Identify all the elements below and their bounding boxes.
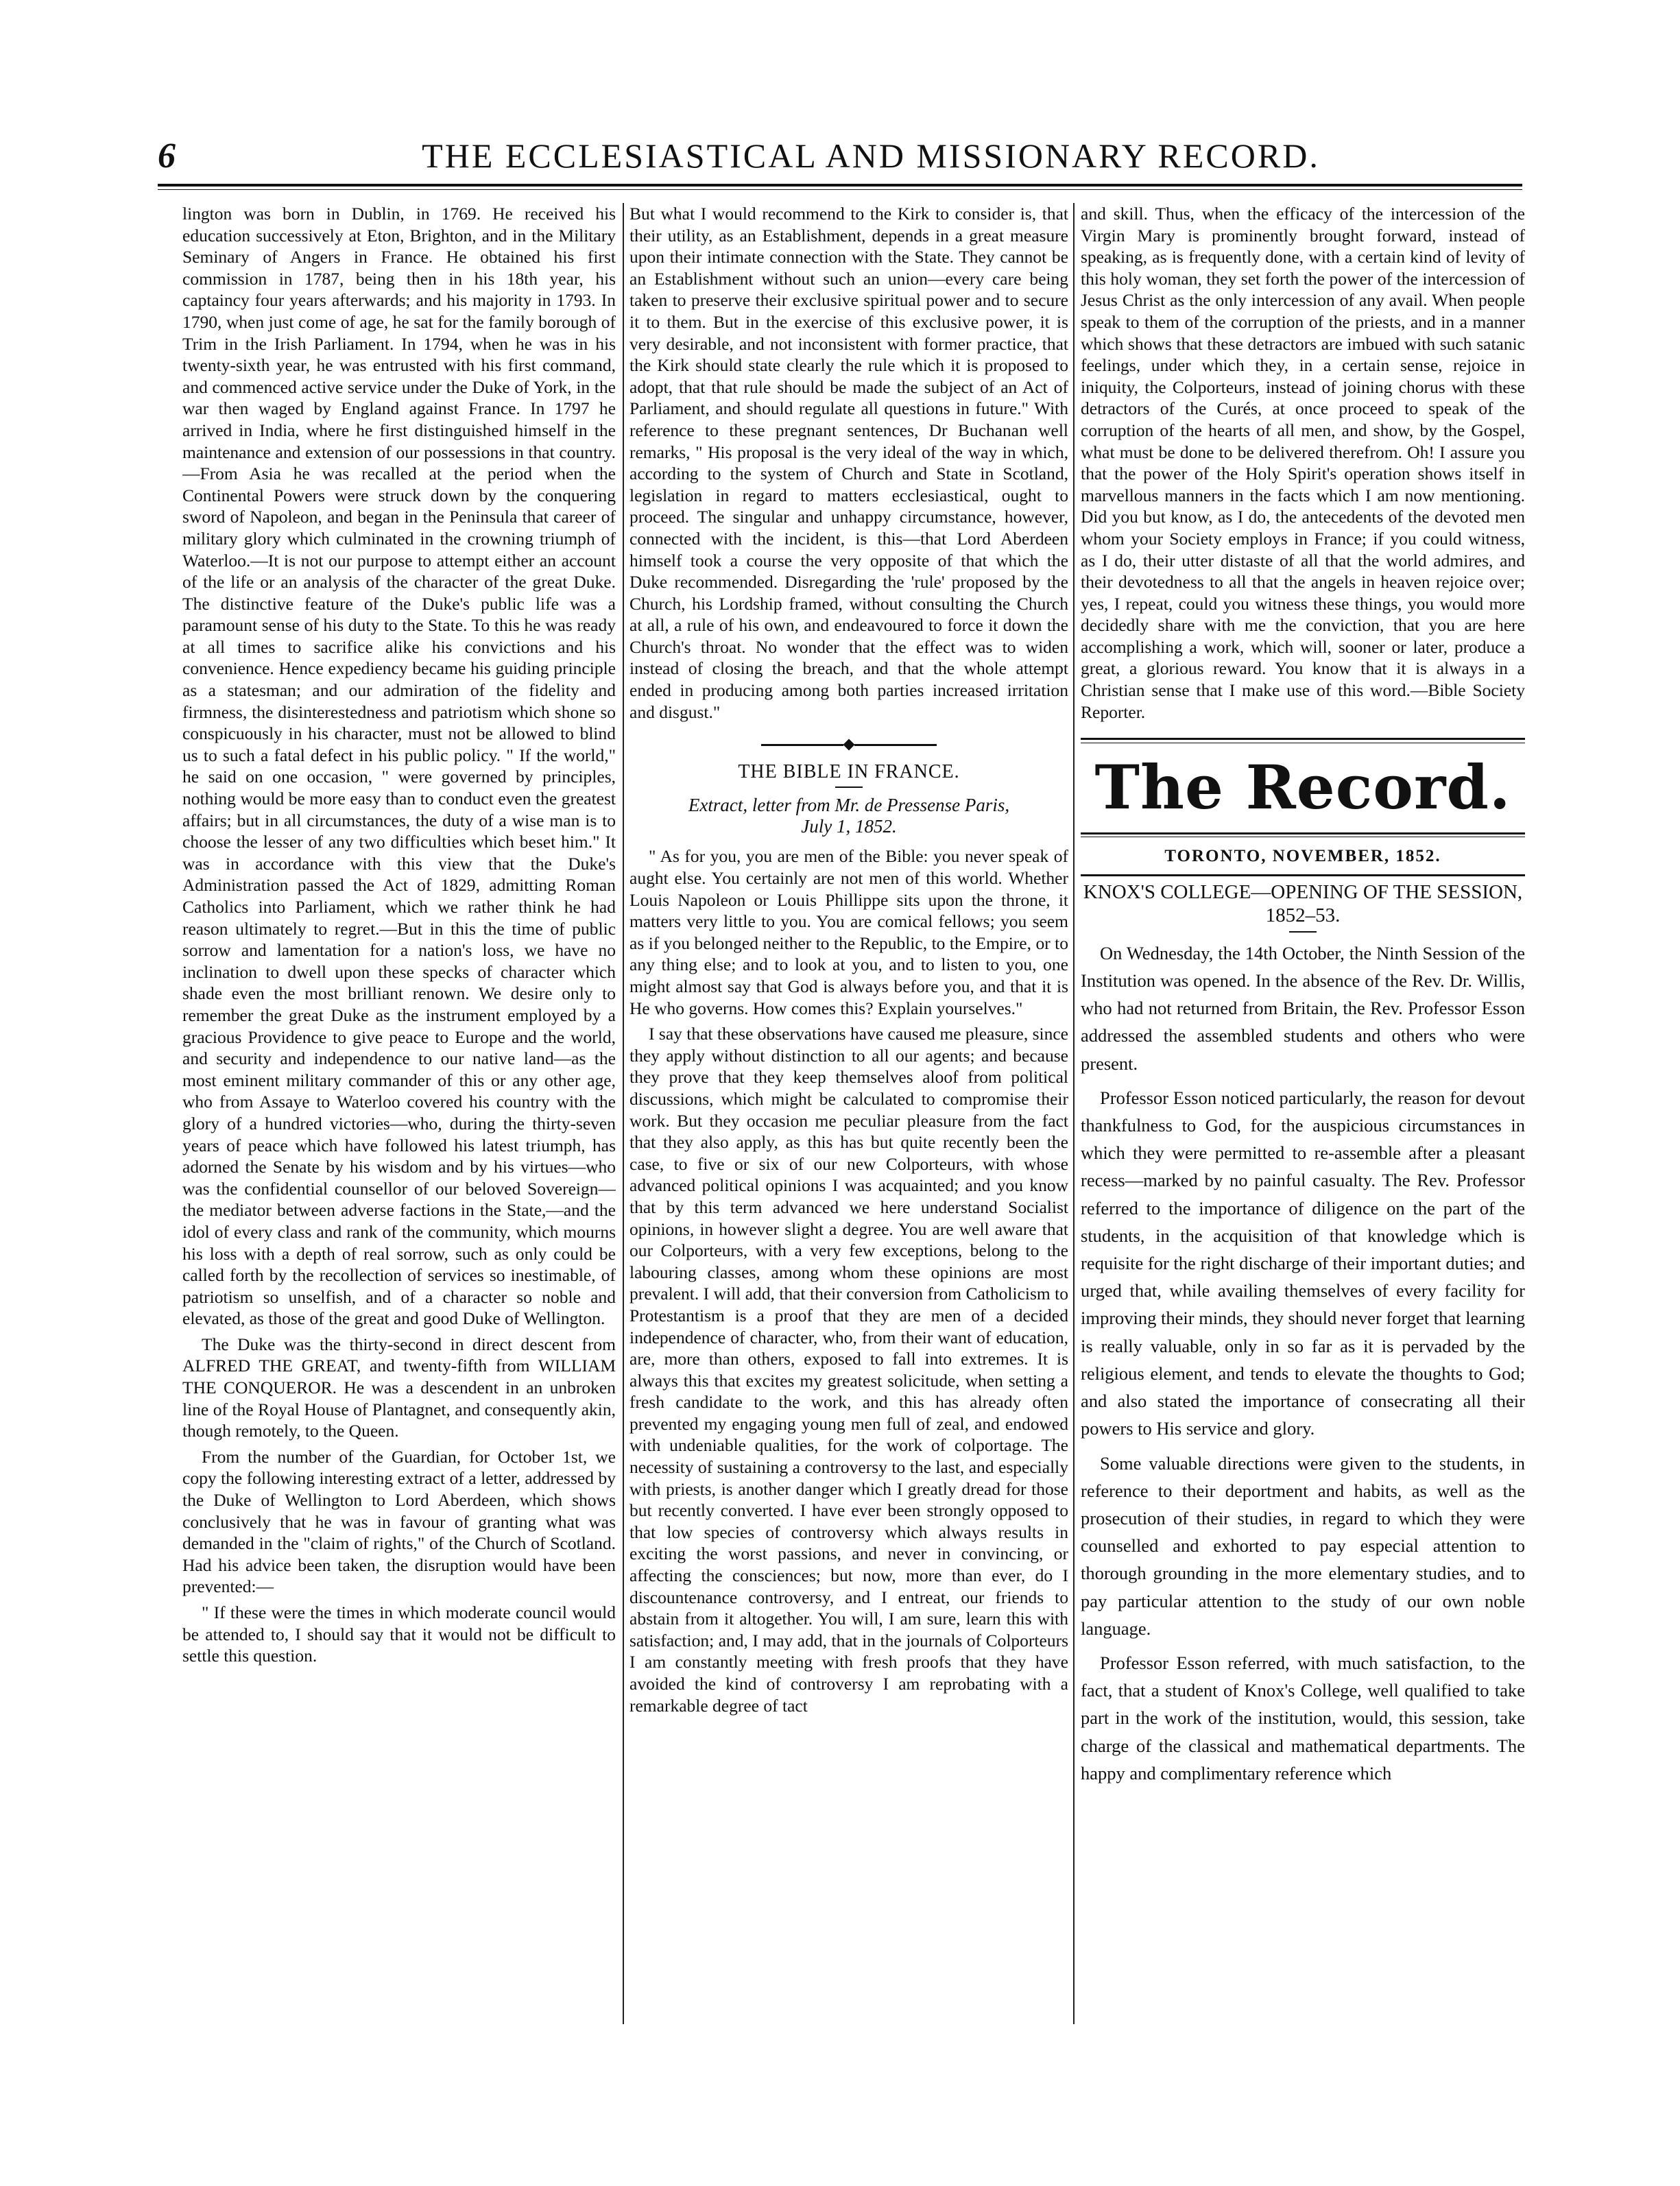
subtitle-date: July 1, 1852. — [801, 816, 897, 837]
column-1 — [182, 203, 616, 2027]
section-subtitle — [629, 795, 1068, 837]
short-rule — [1289, 931, 1317, 933]
record-section — [1081, 738, 1525, 1787]
letter-paragraph: I say that these observations have caused me pleasure, since they apply without distinction to all our agents; and because they prove that they keep themselves aloof from political discussions, which might be calculated to compromise their work. But they occasion me peculiar pleasure from the fact that they also apply, as this has but quite recently been the case, to five or six of our new Colporteurs, with whose advanced political opinions I was acquainted; and you know that by this term advanced we here understand Socialist opinions, in however slight a degree. You are well aware that our Colporteurs, with a very few exceptions, belong to the labouring classes, among whom these opinions are most prevalent. I will add, that their conversion from Catholicism to Protestantism is a proof that they are men of a decided independence of character, who, from their want of education, are, more than others, exposed to fall into extremes. It is always this that excites my greatest solicitude, when setting a fresh candidate to the work, and this has already often prevented my engaging young men full of zeal, and endowed with undeniable qualities, for the work of colportage. The necessity of sustaining a controversy to the last, and especially with priests, is another danger which I greatly dread for those but recently converted. I have ever been strongly opposed to that low species of controversy which always results in exciting the worst passions, and never in convincing, or affecting the consciences; but now, more than ever, do I discountenance controversy, and I entreat, our friends to abstain from it altogether. You will, I am sure, learn this with satisfaction; and, I may add, that in the journals of Colporteurs I am constantly meeting with fresh proofs that they have avoided the kind of controversy I am reprobating with a remarkable degree of tact — [629, 1024, 1068, 1716]
column-2 — [629, 203, 1068, 2027]
page-number: 6 — [158, 136, 176, 176]
article-title: KNOX'S COLLEGE—OPENING OF THE SESSION, 1852–53. — [1083, 880, 1523, 926]
dateline-rule — [1081, 874, 1525, 876]
letter-paragraph: " As for you, you are men of the Bible: you never speak of aught else. You certainly are not men of this world. Whether Louis Napoleon or Louis Phillippe sits upon the throne, it matters very little to you. You are comical fellows; you seem as if you belonged neither to the Republic, to the Empire, or to any thing else; and to look at you, and to listen to you, one might almost say that God is always before you, and that it is He who governs. How comes this? Explain yourselves." — [629, 846, 1068, 1018]
header-rule — [158, 184, 1522, 187]
subtitle-line: Extract, letter from Mr. de Pressense Paris, — [688, 795, 1010, 816]
record-heading-rule — [1081, 832, 1525, 834]
article-paragraph: lington was born in Dublin, in 1769. He received his education successively at Eton, Brighton, and in the Military Seminary of Angers in France. He obtained his first commission in 1787, being then in his 18th year, his captaincy four years afterwards; and his majority in 1793. In 1790, when just come of age, he sat for the family borough of Trim in the Irish Parliament. In 1794, when he was in his twenty-sixth year, he was entrusted with his first command, and commenced active service under the Duke of York, in the war then waged by England against France. In 1797 he arrived in India, where he first distinguished himself in the maintenance and extension of our possessions in that country.—From Asia he was recalled at the period when the Continental Powers were struck down by the conquering sword of Napoleon, and began in the Peninsula that career of military glory which culminated in the crowning triumph of Waterloo.—It is not our purpose to attempt either an account of the life or an analysis of the character of the great Duke. The distinctive feature of the Duke's public life was a paramount sense of his duty to the State. To this he was ready at all times to sacrifice alike his convictions and his convenience. Hence expediency became his guiding principle as a statesman; and our admiration of the fidelity and firmness, the disinterestedness and patriotism which shone so conspicuously in his character, must not be allowed to blind us to such a fatal defect in his public policy. " If the world," he said on one occasion, " were governed by principles, nothing would be more easy than to conduct even the greatest affairs; but in all circumstances, the duty of a wise man is to choose the lesser of any two difficulties which beset him." It was in accordance with this view that the Duke's Administration passed the Act of 1829, admitting Roman Catholics into Parliament, which we rather think he had reason ultimately to regret.—But in this the time of public sorrow and lamentation for a nation's loss, we have no inclination to dwell upon these specks of character which shade even the most brilliant renown. We desire only to remember the great Duke as the instrument employed by a gracious Providence to give peace to Europe and the world, and security and independence to our native land—as the most eminent military commander of this or any other age, who from Assaye to Waterloo covered his country with the glory of a hundred victories—who, during the thirty-seven years of peace which have followed his latest triumph, has adorned the Senate by his wisdom and by his virtues—who was the confidential counsellor of our beloved Sovereign—the mediator between adverse factions in the State,—and the idol of every class and rank of the community, which mourns his loss with a depth of real sorrow, such as only could be called forth by the recollection of services so inestimable, of patriotism so unselfish, and of a character so noble and elevated, as those of the great and good Duke of Wellington. — [182, 204, 616, 1329]
section-title: THE BIBLE IN FRANCE. — [738, 760, 960, 782]
column-divider — [1073, 203, 1075, 2024]
article-paragraph: But what I would recommend to the Kirk to consider is, that their utility, as an Establishment, depends in a great measure upon their intimate connection with the State. They cannot be an Establishment without such an union—every care being taken to preserve their exclusive spiritual power and to secure it to them. But in the exercise of this exclusive power, it is very desirable, and not inconsistent with former practice, that the Kirk should state clearly the rule which it is proposed to adopt, that that rule should be made the subject of an Act of Parliament, and should regulate all questions in future." With reference to these pregnant sentences, Dr Buchanan well remarks, " His proposal is the very ideal of the way in which, according to the system of Church and State in Scotland, legislation in regard to matters ecclesiastical, ought to proceed. The singular and unhappy circumstance, however, connected with the incident, is this—that Lord Aberdeen himself took a course the very opposite of that which the Duke recommended. Disregarding the 'rule' proposed by the Church, his Lordship framed, without consulting the Church at all, a rule of his own, and endeavoured to force it down the Church's throat. No wonder that the effect was to widen instead of closing the breach, and that the whole attempt ended in producing among both parties increased irritation and disgust." — [629, 204, 1068, 722]
dateline: TORONTO, NOVEMBER, 1852. — [1164, 847, 1441, 866]
header-rule-thin — [158, 189, 1522, 190]
article-paragraph: Professor Esson noticed particularly, the reason for devout thankfulness to God, for the auspicious circumstances in which they were permitted to re-assemble after a pleasant recess—marked by no painful casualty. The Rev. Professor referred to the importance of diligence on the part of the students, in the acquisition of that knowledge which is requisite for the right discharge of their important duties; and urged that, while availing themselves of every facility for improving their minds, they should never forget that learning is really valuable, only in so far as it is pervaded by the religious element, and tends to elevate the thoughts to God; and also stated the importance of consecrating all their powers to His service and glory. — [1081, 1087, 1525, 1439]
column-3 — [1081, 203, 1525, 2027]
page-header — [158, 136, 1522, 184]
record-heading: The Record. — [1094, 752, 1511, 824]
section-ornament — [629, 732, 1068, 754]
record-rule — [1081, 738, 1525, 740]
article-paragraph: and skill. Thus, when the efficacy of the intercession of the Virgin Mary is prominently brought forward, instead of speaking, as is frequently done, with a certain kind of levity of this holy woman, they set forth the power of the intercession of Jesus Christ as the only intercession of any avail. When people speak to them of the corruption of the priests, and in a manner which shows that these detractors are imbued with such satanic feelings, under which they, in a certain sense, rejoice in iniquity, the Colporteurs, instead of joining chorus with these detractors of the Curés, at once proceed to speak of the corruption of the hearts of all men, and show, by the Gospel, what must be done to be delivered therefrom. Oh! I assure you that the power of the Holy Spirit's operation shows itself in marvellous manners in the facts which I am now mentioning. Did you but know, as I do, the antecedents of the devoted men whom your Society employs in France; if you could witness, as I do, their utter distaste of all that the world admires, and their devotedness to all that the angels in heaven rejoice over; yes, I repeat, could you witness these things, you would more decidedly share with me the conviction, that you are here accomplishing a work, which will, sooner or later, produce a great, a glorious reward. You know that it is always in a Christian sense that I make use of this word.—Bible Society Reporter. — [1081, 204, 1525, 722]
article-body — [1081, 939, 1525, 1787]
quoted-letter: " If these were the times in which moderate council would be attended to, I should say that it would not be difficult to settle this question. — [182, 1602, 616, 1666]
article-paragraph: The Duke was the thirty-second in direct descent from ALFRED THE GREAT, and twenty-fifth from WILLIAM THE CONQUEROR. He was a descendent in an unbroken line of the Royal House of Plantagnet, and consequently akin, though remotely, to the Queen. — [182, 1334, 616, 1441]
article-paragraph: Professor Esson referred, with much satisfaction, to the fact, that a student of Knox's College, well qualified to take part in the work of the institution, would, this session, take charge of the classical and mathematical departments. The happy and complimentary reference which — [1081, 1652, 1525, 1783]
article-paragraph: Some valuable directions were given to the students, in reference to their deportment and habits, as well as the prosecution of their studies, in regard to which they were counselled and exhorted to pay especial attention to thorough grounding in the more elementary studies, and to pay particular attention to the study of our own noble language. — [1081, 1452, 1525, 1639]
masthead-title: THE ECCLESIASTICAL AND MISSIONARY RECORD. — [422, 136, 1320, 175]
article-paragraph: From the number of the Guardian, for October 1st, we copy the following interesting extract of a letter, addressed by the Duke of Wellington to Lord Aberdeen, which shows conclusively that he was in favour of granting what was demanded in the "claim of rights," of the Church of Scotland. Had his advice been taken, the disruption would have been prevented:— — [182, 1446, 616, 1597]
article-paragraph: On Wednesday, the 14th October, the Ninth Session of the Institution was opened. In the absence of the Rev. Dr. Willis, who had not returned from Britain, the Rev. Professor Esson addressed the assembled students and others who were present. — [1081, 942, 1525, 1074]
column-divider — [623, 203, 624, 2024]
short-rule — [835, 786, 863, 788]
